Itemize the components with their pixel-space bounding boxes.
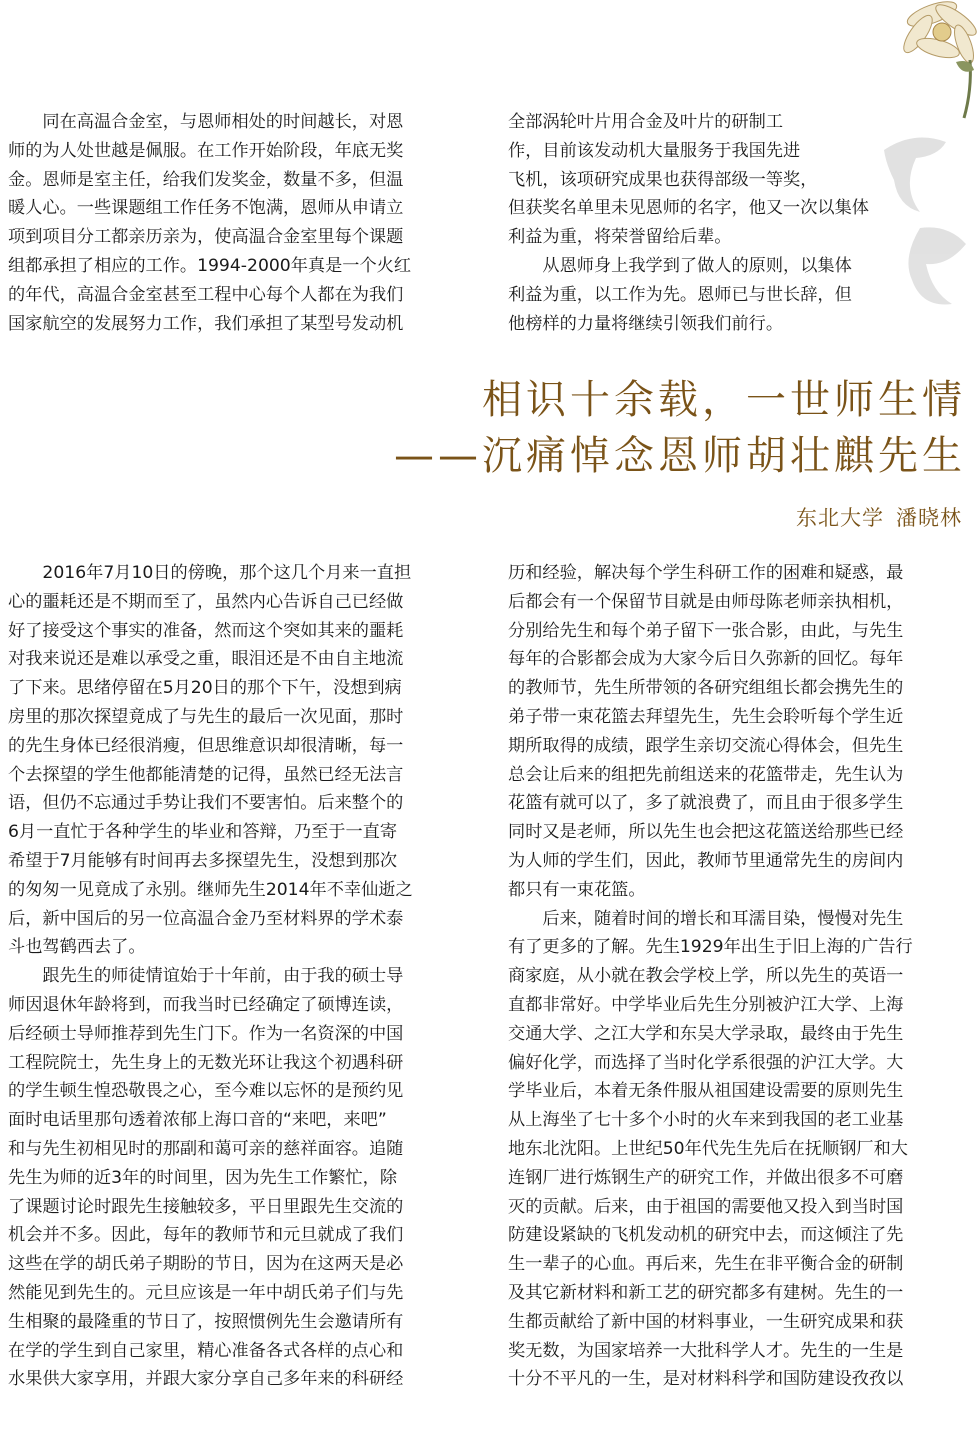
- paragraph: 后来，随着时间的增长和耳濡目染，慢慢对先生 有了更多的了解。先生1929年出生于旧上海的广告行 商家庭，从小就在教会学校上学，所以先生的英语一 直都非常好。中学毕业后先生分别被沪江大学、上海 交通大学、之江大学和东吴大学录取，最终由于先生 偏好化学，而选择了当时化学系很强的沪江大学。大 学毕业后，本着无条件服从祖国建设需要的原则先生 从上海坐了七十多个小时的火车来到我国的老工业基 地东北沈阳。上世纪50年代先生先后在抚顺钢厂和大 连钢厂进行炼钢生产的研究工作，并做出很多不可磨 灭的贡献。后来，由于祖国的需要他又投入到当时国 防建设紧缺的飞机发动机的研究中去，而这倾注了先 生一辈子的心血。再后来，先生在非平衡合金的研制 及其它新材料和新工艺的研究都多有建树。先生的一 生都贡献给了新中国的材料事业，一生研究成果和获 奖无数，为国家培养一大批科学人才。先生的一生是 十分不平凡的一生，是对材料科学和国防建设孜孜以: [508, 908, 913, 1390]
- paragraph: 跟先生的师徒情谊始于十年前，由于我的硕士导 师因退休年龄将到，而我当时已经确定了硕博连读， 后经硕士导师推荐到先生门下。作为一名资深的中国 工程院院士，先生身上的无数光环让我这个初遇科研 的学生顿生惶恐敬畏之心，至今难以忘怀的是预约见 面时电话里那句透着浓郁上海口音的“来吧，来吧” 和与先生初相见时的那副和蔼可亲的慈祥面容。追随 先生为师的近3年的时间里，因为先生工作繁忙，除 了课题讨论时跟先生接触较多，平日里跟先生交流的 机会并不多。因此，每年的教师节和元旦就成了我们 这些在学的胡氏弟子期盼的节日，因为在这两天是必 然能见到先生的。元旦应该是一年中胡氏弟子们与先 生相聚的最隆重的节日了，按照惯例先生会邀请所有 在学的学生到自己家里，精心准备各式各样的点心和 水果供大家享用，并跟大家分享自己多年来的科研经: [8, 966, 404, 1390]
- byline: [796, 502, 962, 532]
- article-left-column: [8, 559, 476, 1394]
- author-name: 潘晓林: [896, 506, 962, 530]
- paragraph: 2016年7月10日的傍晚，那个这几个月来一直担 心的噩耗还是不期而至了，虽然内心告诉自己已经做 好了接受这个事实的准备，然而这个突如其来的噩耗 对我来说还是难以承受之重，眼泪还是不由自主地流 了下来。思绪停留在5月20日的那个下午，没想到病 房里的那次探望竟成了与先生的最后一次见面，那时 的先生身体已经很消瘦，但思维意识却很清晰，每一 个去探望的学生他都能清楚的记得，虽然已经无法言 语，但仍不忘通过手势让我们不要害怕。后来整个的 6月一直忙于各种学生的毕业和答辩，乃至于一直寄 希望于7月能够有时间再去多探望先生，没想到那次 的匆匆一见竟成了永别。继师先生2014年不幸仙逝之 后，新中国后的另一位高温合金乃至材料界的学术泰 斗也驾鹤西去了。: [8, 563, 413, 958]
- previous-article-right-column: [508, 108, 936, 338]
- article-right-column: [508, 559, 976, 1394]
- paragraph: 同在高温合金室，与恩师相处的时间越长，对恩 师的为人处世越是佩服。在工作开始阶段，年底无奖 金。恩师是室主任，给我们发奖金，数量不多，但温 暖人心。一些课题组工作任务不饱满，恩师从申请立 项到项目分工都亲历亲为，使高温合金室里每个课题 组都承担了相应的工作。1994-2000年真是一个火红 的年代，高温合金室甚至工程中心每个人都在为我们 国家航空的发展努力工作，我们承担了某型号发动机: [8, 112, 412, 334]
- author-affiliation: 东北大学: [796, 506, 884, 530]
- paragraph: 从恩师身上我学到了做人的原则，以集体 利益为重，以工作为先。恩师已与世长辞，但 他榜样的力量将继续引领我们前行。: [508, 255, 852, 334]
- article-title: 相识十余载，一世师生情: [482, 377, 966, 423]
- article-subtitle: ——沉痛悼念恩师胡壮麒先生: [394, 433, 966, 479]
- paragraph: 历和经验，解决每个学生科研工作的困难和疑惑，最 后都会有一个保留节目就是由师母陈老师亲执相机， 分别给先生和每个弟子留下一张合影，由此，与先生 每年的合影都会成为大家今后日久弥新的回忆。每年 的教师节，先生所带领的各研究组组长都会携先生的 弟子带一束花篮去拜望先生，先生会聆听每个学生近 期所取得的成绩，跟学生亲切交流心得体会，但先生 总会让后来的组把先前组送来的花篮带走，先生认为 花篮有就可以了，多了就浪费了，而且由于很多学生 同时又是老师，所以先生也会把这花篮送给那些已经 为人师的学生们，因此，教师节里通常先生的房间内 都只有一束花篮。: [508, 563, 904, 900]
- paragraph: 全部涡轮叶片用合金及叶片的研制工 作，目前该发动机大量服务于我国先进 飞机，该项研究成果也获得部级一等奖， 但获奖名单里未见恩师的名字，他又一次以集体 利益为重，将荣誉留给后辈。: [508, 112, 869, 248]
- previous-article-left-column: [8, 108, 476, 338]
